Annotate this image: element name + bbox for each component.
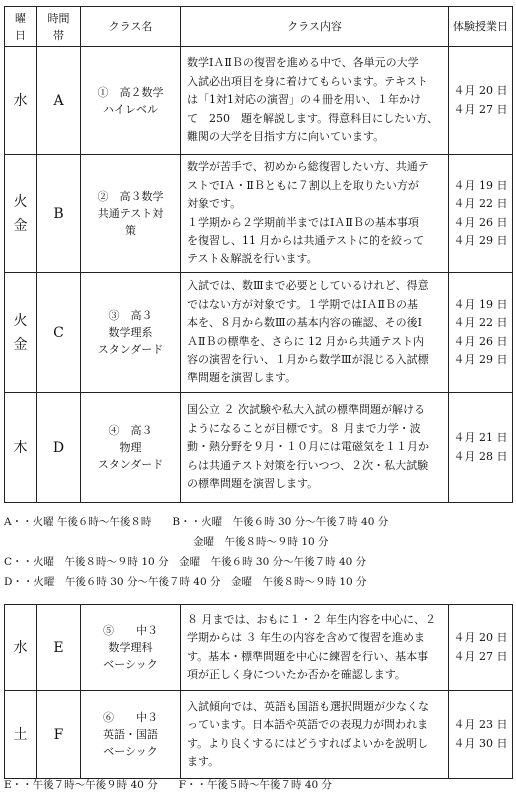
content-line: を復習し、11 月からは共通テストに的を絞って <box>187 233 425 247</box>
content-line: 容の演習を行い、１月から数学Ⅲが混じる入試標 <box>187 352 429 366</box>
day-line: 金 <box>13 336 28 353</box>
schedule-note-line: E・・午後７時～午後９時 40 分 F・・午後５時～午後７時 40 分 <box>4 779 333 791</box>
schedule-note-line: 金曜 午後８時～９時 10 分 <box>4 536 329 548</box>
content-line: ます。 <box>187 754 220 768</box>
content-line: ８ 月までは、おもに１・２ 年生内容を中心に、２ <box>187 612 436 626</box>
header-trial: 体験授業日 <box>449 7 513 47</box>
class-row <box>5 273 513 393</box>
schedule-table-1 <box>4 6 513 503</box>
day-line: 木 <box>13 439 28 456</box>
cell-class-name <box>81 605 181 691</box>
schedule-note-line: A・・火曜 午後６時～午後８時 B・・火曜 午後６時 30 分～午後７時 40 分 <box>4 516 389 528</box>
cell-period: F <box>37 691 81 779</box>
day-line: 水 <box>13 92 28 109</box>
schedule-notes-2 <box>4 778 332 792</box>
class-name-line: ⑤ 中３ <box>103 624 158 637</box>
day-line: 火 <box>13 312 28 329</box>
cell-content <box>181 273 449 393</box>
cell-class-name <box>81 691 181 779</box>
schedule-note-line: C・・火曜 午後８時～９時 10 分 金曜 午後６時 30 分～午後７時 40 分 <box>4 556 367 568</box>
class-name-line: ベーシック <box>103 745 158 758</box>
trial-date: ４月 26 日 <box>453 215 508 229</box>
cell-trial-dates <box>449 393 513 503</box>
class-name-line: 共通テスト対 <box>97 207 164 220</box>
cell-class-name <box>81 393 181 503</box>
cell-period: D <box>37 393 81 503</box>
cell-period: C <box>37 273 81 393</box>
content-line: ＡⅡＢの標準を、さらに 12 月から共通テスト内 <box>187 334 425 348</box>
cell-content <box>181 393 449 503</box>
class-name-line: 策 <box>125 224 136 237</box>
content-line: 入試では、数Ⅲまで必要としているけれど、得意 <box>187 279 429 293</box>
header-period-line: 時間 <box>47 11 70 25</box>
trial-date: ４月 21 日 <box>453 431 508 445</box>
content-line: 難関の大学を目指す方に向いています。 <box>187 130 385 144</box>
schedule-note-line: D・・火曜 午後６時 30 分～午後７時 40 分 金曜 午後８時～９時 10 分 <box>4 576 367 588</box>
class-name-line: ④ 高３ <box>108 424 153 437</box>
content-line: は「1対1対応の演習」の４冊を用い、１年かけ <box>187 93 421 107</box>
cell-trial-dates <box>449 155 513 273</box>
content-line: 入試必出項目を身に着けてもらいます。テキスト <box>187 74 428 88</box>
class-row <box>5 393 513 503</box>
content-line: 本を、８月から数Ⅲの基本内容の確認、その後Ⅰ <box>187 316 422 330</box>
schedule-table-2 <box>4 604 513 779</box>
content-line: 動・熱分野を９月・１０月には電磁気を１１月か <box>187 440 429 454</box>
cell-class-name <box>81 155 181 273</box>
class-name-line: 数学理科 <box>108 641 153 654</box>
cell-content <box>181 155 449 273</box>
content-line: 入試傾向では、英語も国語も選択問題が少なくな <box>187 699 429 713</box>
content-line: ようになることが目標です。８ 月まで力学・波 <box>187 421 421 435</box>
content-line: す。より良くするにはどうすればよいかを説明し <box>187 736 429 750</box>
cell-day <box>5 273 37 393</box>
day-line: 火 <box>13 193 28 210</box>
class-name-line: 物理 <box>119 441 142 454</box>
content-line: 対象です。 <box>187 197 242 211</box>
day-line: 水 <box>13 639 28 656</box>
content-line: ストでⅠＡ・ⅡＢともに７割以上を取りたい方が <box>187 178 419 192</box>
trial-date: ４月 22 日 <box>453 316 508 330</box>
class-name-line: スタンダード <box>97 458 164 471</box>
cell-class-name <box>81 273 181 393</box>
content-line: す。基本・標準問題を中心に練習を行い、基本事 <box>187 649 429 663</box>
content-line: 国公立 ２ 次試験や私大入試の標準問題が解ける <box>187 403 425 417</box>
trial-date: ４月 30 日 <box>453 736 508 750</box>
cell-period: A <box>37 47 81 155</box>
content-line: ではない方が対象です。１学期ではⅠＡⅡＢの基 <box>187 297 418 311</box>
trial-date: ４月 20 日 <box>453 84 508 98</box>
class-row <box>5 605 513 691</box>
header-day <box>5 7 37 47</box>
class-name-line: ハイレベル <box>103 102 158 116</box>
cell-trial-dates <box>449 605 513 691</box>
class-name-line: ベーシック <box>103 658 158 671</box>
class-name-line: ① 高２数学 <box>97 85 164 99</box>
cell-content <box>181 47 449 155</box>
trial-date: ４月 19 日 <box>453 178 508 192</box>
trial-date: ４月 26 日 <box>453 334 508 348</box>
cell-day <box>5 393 37 503</box>
content-line: 数学が苦手で、初めから総復習したい方、共通テ <box>187 160 429 174</box>
cell-content <box>181 605 449 691</box>
cell-trial-dates <box>449 273 513 393</box>
day-line: 金 <box>13 217 28 234</box>
trial-date: ４月 20 日 <box>453 631 508 645</box>
content-line: の標準問題を演習します。 <box>187 477 319 491</box>
class-row <box>5 47 513 155</box>
class-name-line: 数学理系 <box>108 326 153 339</box>
content-line: １学期から２学期前半まではⅠＡⅡＢの基本事項 <box>187 215 419 229</box>
class-row <box>5 691 513 779</box>
header-class-name: クラス名 <box>81 7 181 47</box>
header-day-line: 曜 <box>15 11 26 25</box>
cell-period: B <box>37 155 81 273</box>
class-name-line: ② 高３数学 <box>97 190 164 203</box>
content-line: っています。日本語や英語での表現力が問われま <box>187 718 429 732</box>
content-line: 項が正しく身についたか否かを確認します。 <box>187 667 406 681</box>
class-name-line: 英語・国語 <box>103 728 158 741</box>
trial-date: ４月 22 日 <box>453 197 508 211</box>
cell-period: E <box>37 605 81 691</box>
class-row <box>5 155 513 273</box>
class-name-line: スタンダード <box>97 343 164 356</box>
header-day-line: 日 <box>15 28 26 42</box>
trial-date: ４月 29 日 <box>453 233 508 247</box>
content-line: 準問題を演習します。 <box>187 371 297 385</box>
cell-content <box>181 691 449 779</box>
trial-date: ４月 19 日 <box>453 297 508 311</box>
trial-date: ４月 23 日 <box>453 718 508 732</box>
header-period-line: 帯 <box>53 28 64 42</box>
table-header-row <box>5 7 513 47</box>
header-content: クラス内容 <box>181 7 449 47</box>
day-line: 土 <box>13 726 28 743</box>
class-name-line: ③ 高３ <box>108 309 153 322</box>
trial-date: ４月 27 日 <box>453 102 508 116</box>
header-period <box>37 7 81 47</box>
cell-day <box>5 155 37 273</box>
content-line: テスト＆解説を行います。 <box>187 252 318 266</box>
content-line: 学期からは ３ 年生の内容を含めて復習を進めま <box>187 631 425 645</box>
cell-class-name <box>81 47 181 155</box>
schedule-notes-1 <box>4 512 388 592</box>
cell-day <box>5 47 37 155</box>
trial-date: ４月 29 日 <box>453 352 508 366</box>
cell-day <box>5 691 37 779</box>
content-line: て 250 題を解説します。得意科目にしたい方、 <box>187 111 439 125</box>
cell-day <box>5 605 37 691</box>
cell-trial-dates <box>449 47 513 155</box>
cell-trial-dates <box>449 691 513 779</box>
class-name-line: ⑥ 中３ <box>103 711 158 724</box>
trial-date: ４月 28 日 <box>453 449 508 463</box>
trial-date: ４月 27 日 <box>453 649 508 663</box>
content-line: らは共通テスト対策を行いつつ、２次・私大試験 <box>187 458 429 472</box>
content-line: 数学ⅠＡⅡＢの復習を進める中で、各単元の大学 <box>187 56 419 70</box>
